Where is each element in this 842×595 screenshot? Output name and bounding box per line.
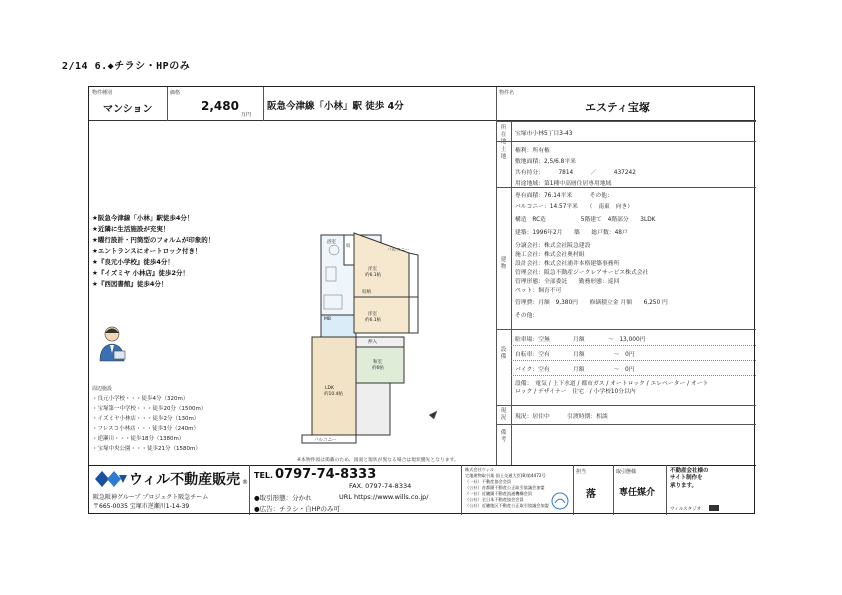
feature-list	[89, 213, 289, 293]
svg-text:バルコニー: バルコニー	[387, 248, 410, 253]
land-row: 用途地域：第1種中高層住居専用地域	[515, 181, 612, 187]
staff-label: 担当	[576, 469, 587, 475]
svg-text:MB: MB	[324, 317, 331, 322]
status-value: 現況：居住中 引渡時期：相談	[515, 414, 608, 420]
type-label: 物件種別	[92, 90, 113, 96]
trade-type: ●取引形態：分かれ	[254, 494, 312, 502]
room-japanese: 和室	[373, 360, 382, 365]
nearby-item: ・良元小学校・・・徒歩4分（320m）	[92, 396, 189, 402]
property-sheet: 物件種別 マンション 価格 2,480 万円 阪急今津線「小林」駅 徒歩 4分 物件名 エスティ宝塚 ★阪急今津線「小林」駅徒歩4分！ ★近隣に生活施設が充実！ ★曜行設計・円筒型のフォルムが印象的！ ★エントランスにオートロック付き！ ★『良元小学校』徒歩4分！ ★『イズミヤ 小林店』徒歩2分！ ★『西図書館』徒歩4分！ 周辺施設 ・良元小学校・・・徒歩4分（320m） ・宝塚第一中学校・・・徒歩20分（1500m） ・イズミヤ小林店・・・徒歩2分（130m） ・フレスコ小林店・・・徒歩3分（240m） ・逆瀬川・・・徒歩18分（1380m） ・宝塚中央公園・・・徒歩21分（1580m） 洋室 約6.1帖 洋室 約6.1帖 LDK 約10.4帖 和室 約6帖 バルコニー 収納 収 押入 MB 浴室 バルコニー ※本物件図は掲載のため、図面と現状が異なる場合は現状優先となります。 所在地 宝塚市小林5丁目3-43 土地 権利：所有権 敷地面積：2,5/6.8平米 共有持分： 7814 ／ 437242 用途地域：第1種中高層住居専用地域 建物 専有面積：76.14平米 その他： バルコニー：14.57平米 （ 南東 向き） 構造 RC造 5階建て 4階部分 3LDK 建築：1996年2月 築 総戸数：48戸 分譲会社：株式会社阪急建設 施工会社：株式会社奥村組 設計会社：株式会社浦井本格建築事務所 管理会社：阪急不動産ジークレアサービス株式会社 管理形態：全部委託 勤務形態：巡回 ペット：飼育不可 管理費：月額 9,380円 修繕積立金 月額 6,250 円 その他： 設備 駐車場：空無 月額 〜 13,000円 自転車：空有 月額 〜 0円 バイク：空有 月額 〜 0円 設備： 電気 / 上下水道 / 都市ガス / オートロック / エレベーター / オート ロック / デザイナー 住宅 / 小学校10分以内 現況 現況：居住中 引渡時期：相談 備考 ウィル不動産販売 ® 阪急阪神グループ プロジェクト阪急チーム 〒665-0035 宝塚市逆瀬川1-14-39 TEL. 0797-74-8333 FAX. 0797-74-8334 ●取引形態：分かれ URL https://www.wills.co.jp/ ●広告：チラシ・自HPのみ可 株式会社ウィル 宅地建物取引業 国土交通大臣(8)第4472号 （一社）不動産協会会員 （公社）首都圏不動産公正取引協議会加盟 （一社）近畿圏不動産流通機構会員 （公社）全日本不動産協会会員 （公社）近畿地区不動産公正取引協議会加盟 担当 落 取引態様 専任媒介 不動産会社様の サイト制作を 承ります。 ウィルスタジオ	[88, 86, 755, 514]
svg-text:約10.4帖: 約10.4帖	[324, 392, 344, 397]
company-address: 〒665-0035 宝塚市逆瀬川1-14-39	[93, 503, 190, 510]
equipment-row: 設備： 電気 / 上下水道 / 都市ガス / オートロック / エレベーター / オート	[515, 381, 709, 387]
equipment-row: ロック / デザイナー 住宅 / 小学校10分以内	[515, 389, 636, 395]
building-row: 管理費：月額 9,380円 修繕積立金 月額 6,250 円	[515, 300, 668, 306]
fax-number: FAX. 0797-74-8334	[349, 482, 412, 490]
svg-text:約6帖: 約6帖	[372, 366, 384, 371]
company-group: 阪急阪神グループ プロジェクト阪急チーム	[93, 494, 209, 501]
service-notice: 不動産会社様の サイト制作を 承ります。	[670, 468, 709, 489]
company-name: ウィル不動産販売	[129, 472, 241, 488]
studio-brand: ウィルスタジオ	[670, 507, 702, 512]
nearby-facilities	[89, 385, 299, 460]
building-row: バルコニー：14.57平米 （ 南東 向き）	[515, 204, 634, 210]
svg-text:浴室: 浴室	[327, 240, 336, 245]
nearby-item: ・フレスコ小林店・・・徒歩3分（240m）	[92, 426, 199, 432]
svg-text:収納: 収納	[362, 290, 371, 295]
nearby-item: ・宝塚中央公園・・・徒歩21分（1580m）	[92, 446, 201, 452]
property-name: エスティ宝塚	[585, 101, 650, 114]
building-row: 分譲会社：株式会社阪急建設	[515, 243, 591, 249]
svg-text:約6.1帖: 約6.1帖	[365, 318, 382, 323]
association-seal-icon	[551, 492, 569, 510]
feature-item: ★近隣に生活施設が充実！	[92, 225, 170, 233]
room-ldk: LDK	[325, 386, 334, 391]
land-row: 共有持分： 7814 ／ 437242	[515, 170, 636, 176]
tel-label: TEL.	[254, 471, 274, 480]
building-row: 施工会社：株式会社奥村組	[515, 252, 585, 258]
parking-row: 駐車場：空無 月額 〜 13,000円	[515, 337, 646, 343]
building-row: 管理形態：全部委託 勤務形態：巡回	[515, 279, 620, 285]
room-western-1: 洋室	[368, 267, 377, 272]
location-value: 宝塚市小林5丁目3-43	[515, 131, 573, 137]
floorplan-note: ※本物件図は掲載のため、図面と現状が異なる場合は現状優先となります。	[297, 458, 459, 463]
station-access: 阪急今津線「小林」駅 徒歩 4分	[267, 101, 404, 112]
price-value: 2,480	[201, 99, 239, 113]
land-row: 敷地面積：2,5/6.8平米	[515, 159, 576, 165]
nearby-item: ・イズミヤ小林店・・・徒歩2分（130m）	[92, 416, 200, 422]
land-label: 土地	[500, 147, 507, 160]
header-note: 2/14 6.◆チラシ・HPのみ	[62, 61, 191, 72]
staff-name: 落	[586, 489, 596, 500]
nearby-item: ・逆瀬川・・・徒歩18分（1380m）	[92, 436, 185, 442]
studio-logo	[709, 505, 719, 511]
svg-text:バルコニー: バルコニー	[314, 438, 337, 443]
svg-text:押入: 押入	[368, 340, 377, 345]
bike-row: バイク：空有 月額 〜 0円	[515, 367, 635, 373]
floor-plan	[294, 225, 464, 455]
company-url[interactable]: URL https://www.wills.co.jp/	[339, 493, 429, 501]
bicycle-row: 自転車：空有 月額 〜 0円	[515, 352, 635, 358]
room-western-2: 洋室	[368, 312, 377, 317]
nearby-item: ・宝塚第一中学校・・・徒歩20分（1500m）	[92, 406, 207, 412]
price-label: 価格	[170, 90, 181, 96]
agent-illustration	[97, 323, 127, 363]
feature-item: ★曜行設計・円筒型のフォルムが印象的！	[92, 236, 215, 244]
remarks-label: 備考	[500, 430, 507, 443]
feature-item: ★エントランスにオートロック付き！	[92, 247, 202, 255]
trade-label: 取引態様	[616, 469, 637, 475]
tel-number[interactable]: 0797-74-8333	[275, 467, 377, 482]
land-row: 権利：所有権	[515, 148, 550, 154]
building-row: その他：	[515, 313, 539, 319]
facility-label: 設備	[500, 347, 507, 360]
status-label: 現況	[500, 408, 507, 421]
feature-item: ★『イズミヤ 小林店』徒歩2分！	[92, 269, 190, 277]
building-row: 構造 RC造 5階建て 4階部分 3LDK	[515, 217, 656, 223]
company-logo-icon	[93, 468, 129, 490]
company-mark: ®	[242, 479, 248, 486]
building-row: 設計会社：株式会社浦井本格建築事務所	[515, 261, 620, 267]
property-type: マンション	[103, 104, 153, 115]
building-row: 管理会社：阪急不動産ジークレアサービス株式会社	[515, 270, 649, 276]
nearby-title: 周辺施設	[92, 386, 113, 392]
building-row: 建築：1996年2月 築 総戸数：48戸	[515, 230, 628, 236]
trade-value: 専任媒介	[619, 488, 656, 498]
building-row: ペット：飼育不可	[515, 288, 562, 294]
ad-scope: ●広告：チラシ・自HPのみ可	[254, 505, 340, 513]
building-row: 専有面積：76.14平米 その他：	[515, 193, 613, 199]
top-bar	[89, 87, 756, 121]
svg-text:約6.1帖: 約6.1帖	[365, 273, 382, 278]
svg-text:収: 収	[346, 244, 351, 249]
price-unit: 万円	[241, 112, 252, 118]
location-label: 所在地	[500, 125, 507, 145]
building-label: 建物	[500, 257, 507, 270]
feature-item: ★『西図書館』徒歩4分！	[92, 280, 168, 288]
feature-item: ★阪急今津線「小林」駅徒歩4分！	[92, 214, 194, 222]
name-label: 物件名	[499, 90, 515, 96]
feature-item: ★『良元小学校』徒歩4分！	[92, 258, 174, 266]
